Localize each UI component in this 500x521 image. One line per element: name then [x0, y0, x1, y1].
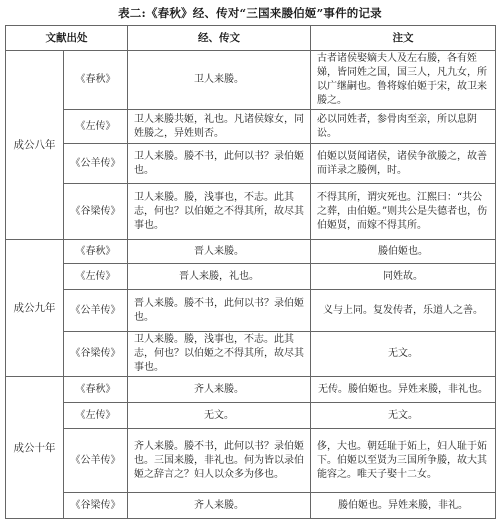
year-cell: 成公九年	[6, 240, 64, 377]
text-cell: 卫人来媵。	[128, 51, 311, 110]
table-row	[6, 493, 496, 519]
header-source: 文献出处	[6, 26, 128, 51]
text-cell: 晋人来媵，礼也。	[128, 264, 311, 290]
source-cell: 《春秋》	[64, 240, 128, 264]
note-cell: 无传。媵伯姬也。异姓来媵，非礼也。	[311, 377, 496, 403]
table-row	[6, 110, 496, 144]
note-cell: 媵伯姬也。	[311, 240, 496, 264]
text-cell: 齐人来媵。	[128, 377, 311, 403]
note-cell: 侈，大也。朝廷耻于妬上，妇人耻于妬下。伯姬以至贤为三国所争媵，故大其能容之。唯天子娶十二女。	[311, 429, 496, 493]
records-table	[5, 25, 496, 519]
header-row	[6, 26, 496, 51]
note-cell: 同姓故。	[311, 264, 496, 290]
source-cell: 《公羊传》	[64, 144, 128, 184]
year-cell: 成公十年	[6, 377, 64, 519]
table-row	[6, 264, 496, 290]
note-cell: 伯姬以贤闻诸侯，诸侯争欲媵之，故善而详录之媵例，时。	[311, 144, 496, 184]
header-notes: 注文	[311, 26, 496, 51]
text-cell: 卫人来媵。媵不书，此何以书？录伯姬也。	[128, 144, 311, 184]
table-row	[6, 144, 496, 184]
year-cell: 成公八年	[6, 51, 64, 240]
text-cell: 晋人来媵。	[128, 240, 311, 264]
source-cell: 《春秋》	[64, 377, 128, 403]
source-cell: 《左传》	[64, 403, 128, 429]
text-cell: 卫人来媵。媵，浅事也，不志。此其志，何也？以伯姬之不得其所，故尽其事也。	[128, 184, 311, 240]
table-row	[6, 240, 496, 264]
source-cell: 《谷梁传》	[64, 184, 128, 240]
table-row	[6, 332, 496, 377]
note-cell: 无文。	[311, 403, 496, 429]
note-cell: 不得其所，谓灾死也。江熙曰：“共公之葬，由伯姬。”则共公是失德者也，伤伯姬贤，而嫁不得其所。	[311, 184, 496, 240]
source-cell: 《公羊传》	[64, 429, 128, 493]
source-cell: 《谷梁传》	[64, 493, 128, 519]
table-row	[6, 377, 496, 403]
table-row	[6, 290, 496, 332]
text-cell: 晋人来媵。媵不书，此何以书？录伯姬也。	[128, 290, 311, 332]
note-cell: 必以同姓者，参骨肉至亲，所以息阴讼。	[311, 110, 496, 144]
source-cell: 《春秋》	[64, 51, 128, 110]
header-jingzhuan: 经、传文	[128, 26, 311, 51]
table-title: 表二:《春秋》经、传对“三国来媵伯姬”事件的记录	[118, 6, 382, 20]
source-cell: 《谷梁传》	[64, 332, 128, 377]
text-cell: 齐人来媵。媵不书，此何以书？录伯姬也。三国来媵，非礼也。何为皆以录伯姬之辞言之？妇人以众多为侈也。	[128, 429, 311, 493]
note-cell: 媵伯姬也。异姓来媵，非礼。	[311, 493, 496, 519]
text-cell: 卫人来媵。媵，浅事也，不志。此其志，何也？以伯姬之不得其所，故尽其事也。	[128, 332, 311, 377]
note-cell: 无文。	[311, 332, 496, 377]
table-row	[6, 51, 496, 110]
table-row	[6, 429, 496, 493]
source-cell: 《左传》	[64, 264, 128, 290]
table-row	[6, 184, 496, 240]
table-row	[6, 403, 496, 429]
text-cell: 齐人来媵。	[128, 493, 311, 519]
note-cell: 古者诸侯娶嫡夫人及左右媵，各有姪娣，皆同姓之国，国三人，凡九女，所以广继嗣也。鲁将嫁伯姬于宋，故卫来媵之。	[311, 51, 496, 110]
source-cell: 《公羊传》	[64, 290, 128, 332]
note-cell: 义与上同。复发传者，乐道人之善。	[311, 290, 496, 332]
text-cell: 无文。	[128, 403, 311, 429]
text-cell: 卫人来媵共姬，礼也。凡诸侯嫁女，同姓媵之，异姓则否。	[128, 110, 311, 144]
source-cell: 《左传》	[64, 110, 128, 144]
